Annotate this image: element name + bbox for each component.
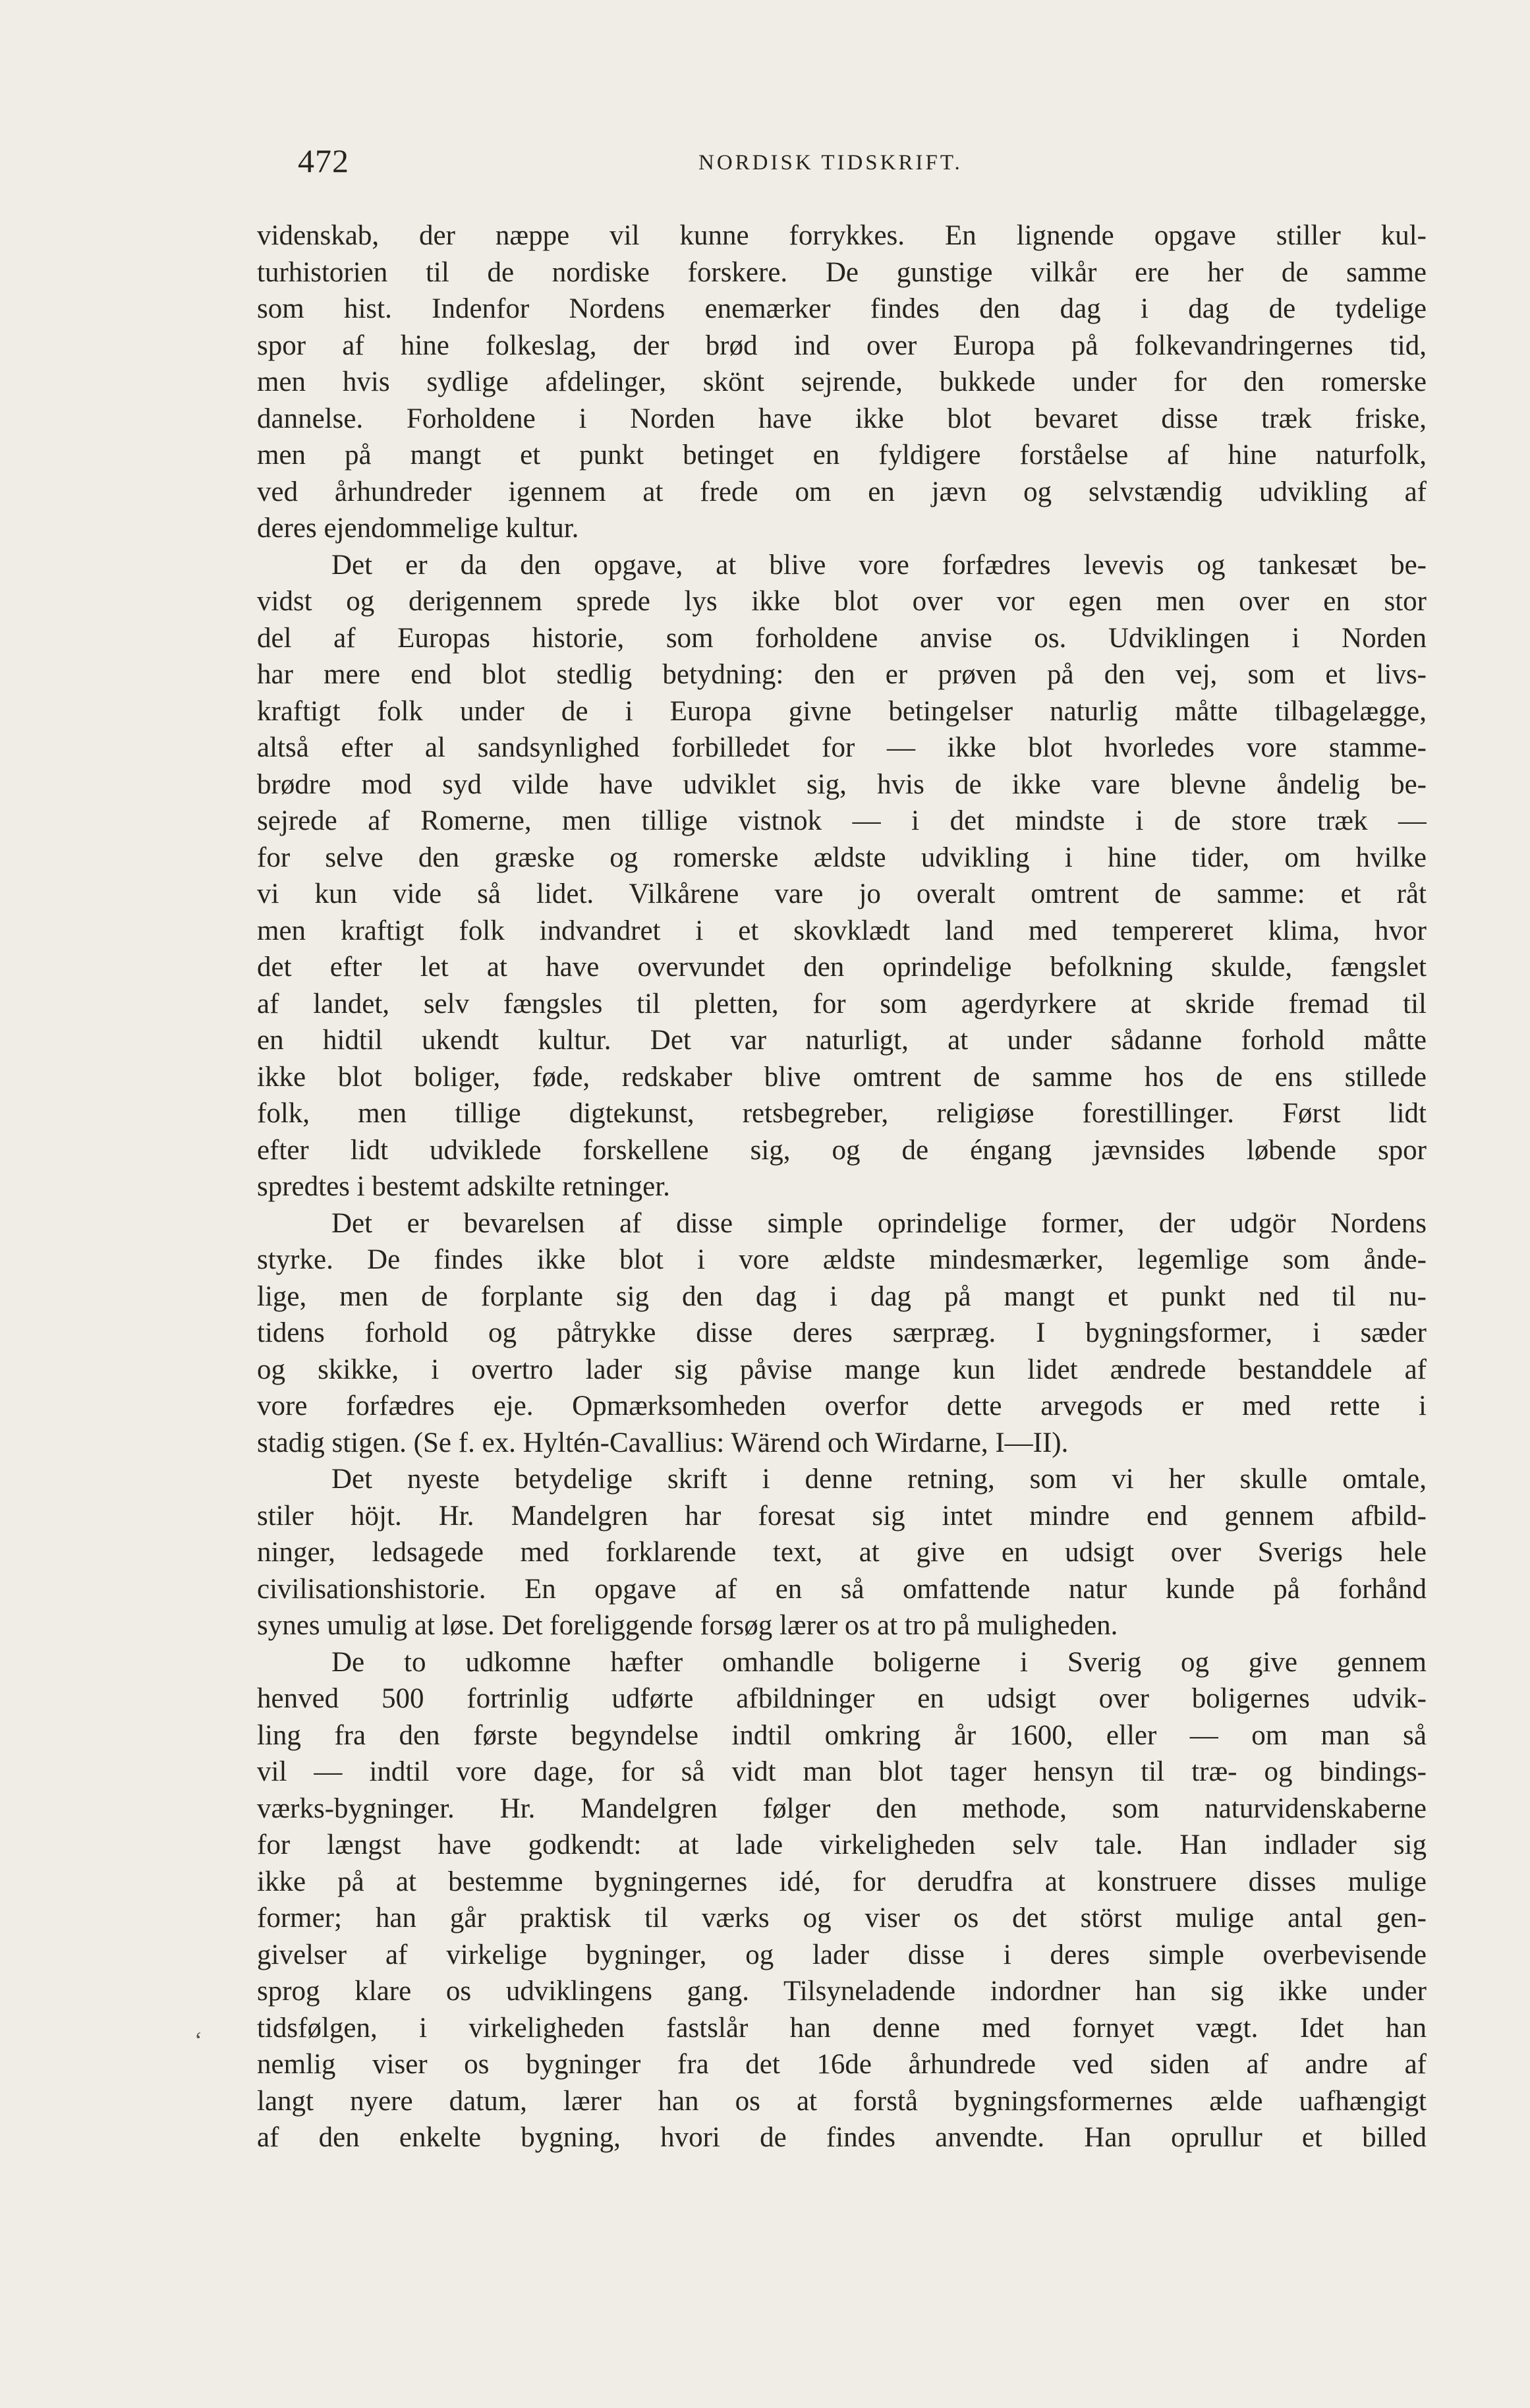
- text-line: tidsfølgen, i virkeligheden fastslår han denne med fornyet vægt. Idet han: [257, 2012, 1427, 2044]
- text-line: Det er da den opgave, at blive vore forfædres levevis og tankesæt be-: [331, 549, 1427, 581]
- text-line: civilisationshistorie. En opgave af en så omfattende natur kunde på forhånd: [257, 1573, 1427, 1605]
- text-line: synes umulig at løse. Det foreliggende forsøg lærer os at tro på muligheden.: [257, 1610, 1118, 1641]
- text-line: ninger, ledsagede med forklarende text, at give en udsigt over Sverigs hele: [257, 1537, 1427, 1568]
- text-line: det efter let at have overvundet den oprindelige befolkning skulde, fængslet: [257, 952, 1427, 983]
- text-line: men hvis sydlige afdelinger, skönt sejrende, bukkede under for den romerske: [257, 366, 1427, 397]
- text-line: vi kun vide så lidet. Vilkårene vare jo overalt omtrent de samme: et råt: [257, 878, 1427, 909]
- text-line: henved 500 fortrinlig udførte afbildninger en udsigt over boligernes udvik-: [257, 1683, 1427, 1714]
- text-line: af landet, selv fængsles til pletten, for som agerdyrkere at skride fremad til: [257, 988, 1427, 1019]
- text-line: stiler höjt. Hr. Mandelgren har foresat sig intet mindre end gennem afbild-: [257, 1500, 1427, 1532]
- text-line: langt nyere datum, lærer han os at forstå bygningsformernes ælde uafhængigt: [257, 2085, 1427, 2117]
- text-line: vil — indtil vore dage, for så vidt man blot tager hensyn til træ- og bindings-: [257, 1756, 1427, 1787]
- text-line: har mere end blot stedlig betydning: den er prøven på den vej, som et livs-: [257, 659, 1427, 690]
- text-line: folk, men tillige digtekunst, retsbegreber, religiøse forestillinger. Først lidt: [257, 1098, 1427, 1129]
- text-line: og skikke, i overtro lader sig påvise mange kun lidet ændrede bestanddele af: [257, 1354, 1427, 1385]
- text-line: af den enkelte bygning, hvori de findes anvendte. Han oprullur et billed: [257, 2122, 1427, 2153]
- text-line: Det er bevarelsen af disse simple oprindelige former, der udgör Nordens: [331, 1207, 1427, 1239]
- text-line: altså efter al sandsynlighed forbilledet for — ikke blot hvorledes vore stamme-: [257, 732, 1427, 763]
- text-line: ved århundreder igennem at frede om en jævn og selvstændig udvikling af: [257, 476, 1427, 507]
- text-line: deres ejendommelige kultur.: [257, 513, 579, 544]
- text-line: kraftigt folk under de i Europa givne betingelser naturlig måtte tilbagelægge,: [257, 695, 1427, 727]
- text-line: vidst og derigennem sprede lys ikke blot over vor egen men over en stor: [257, 586, 1427, 617]
- text-line: stadig stigen. (Se f. ex. Hyltén-Cavallius: Wärend och Wirdarne, I—II).: [257, 1427, 1069, 1458]
- text-line: dannelse. Forholdene i Norden have ikke blot bevaret disse træk friske,: [257, 403, 1427, 434]
- text-line: men kraftigt folk indvandret i et skovklædt land med tempereret klima, hvor: [257, 915, 1427, 946]
- text-line: lige, men de forplante sig den dag i dag på mangt et punkt ned til nu-: [257, 1280, 1427, 1312]
- text-line: Det nyeste betydelige skrift i denne retning, som vi her skulle omtale,: [331, 1464, 1427, 1495]
- text-line: efter lidt udviklede forskellene sig, og de éngang jævnsides løbende spor: [257, 1134, 1427, 1166]
- text-line: ikke blot boliger, føde, redskaber blive omtrent de samme hos de ens stillede: [257, 1061, 1427, 1093]
- text-line: turhistorien til de nordiske forskere. De gunstige vilkår ere her de samme: [257, 256, 1427, 288]
- text-line: som hist. Indenfor Nordens enemærker findes den dag i dag de tydelige: [257, 293, 1427, 324]
- text-line: ikke på at bestemme bygningernes idé, for derudfra at konstruere disses mulige: [257, 1866, 1427, 1897]
- text-line: nemlig viser os bygninger fra det 16de århundrede ved siden af andre af: [257, 2049, 1427, 2080]
- text-line: former; han går praktisk til værks og viser os det störst mulige antal gen-: [257, 1903, 1427, 1934]
- text-line: sprog klare os udviklingens gang. Tilsyneladende indordner han sig ikke under: [257, 1976, 1427, 2007]
- text-line: spredtes i bestemt adskilte retninger.: [257, 1171, 670, 1202]
- text-line: spor af hine folkeslag, der brød ind over Europa på folkevandringernes tid,: [257, 330, 1427, 361]
- text-line: brødre mod syd vilde have udviklet sig, hvis de ikke vare blevne åndelig be-: [257, 768, 1427, 800]
- text-line: De to udkomne hæfter omhandle boligerne i Sverig og give gennem: [331, 1646, 1427, 1678]
- text-line: videnskab, der næppe vil kunne forrykkes. En lignende opgave stiller kul-: [257, 220, 1427, 251]
- text-line: sejrede af Romerne, men tillige vistnok — i det mindste i de store træk —: [257, 805, 1427, 836]
- text-line: for selve den græske og romerske ældste udvikling i hine tider, om hvilke: [257, 842, 1427, 873]
- running-title: NORDISK TIDSKRIFT.: [698, 151, 963, 175]
- text-line: givelser af virkelige bygninger, og lader disse i deres simple overbevisende: [257, 1939, 1427, 1970]
- text-line: for længst have godkendt: at lade virkeligheden selv tale. Han indlader sig: [257, 1829, 1427, 1860]
- text-line: ling fra den første begyndelse indtil omkring år 1600, eller — om man så: [257, 1719, 1427, 1751]
- margin-mark: ‘: [194, 2027, 202, 2053]
- page-number: 472: [298, 142, 349, 179]
- body-text: [257, 217, 1427, 2156]
- text-line: en hidtil ukendt kultur. Det var naturligt, at under sådanne forhold måtte: [257, 1025, 1427, 1056]
- text-line: værks-bygninger. Hr. Mandelgren følger den methode, som naturvidenskaberne: [257, 1792, 1427, 1824]
- text-line: styrke. De findes ikke blot i vore ældste mindesmærker, legemlige som ånde-: [257, 1244, 1427, 1275]
- text-line: men på mangt et punkt betinget en fyldigere forståelse af hine naturfolk,: [257, 440, 1427, 471]
- text-line: del af Europas historie, som forholdene anvise os. Udviklingen i Norden: [257, 622, 1427, 654]
- page-header: [257, 142, 1427, 188]
- text-line: tidens forhold og påtrykke disse deres særpræg. I bygningsformer, i sæder: [257, 1317, 1427, 1348]
- text-line: vore forfædres eje. Opmærksomheden overfor dette arvegods er med rette i: [257, 1390, 1427, 1421]
